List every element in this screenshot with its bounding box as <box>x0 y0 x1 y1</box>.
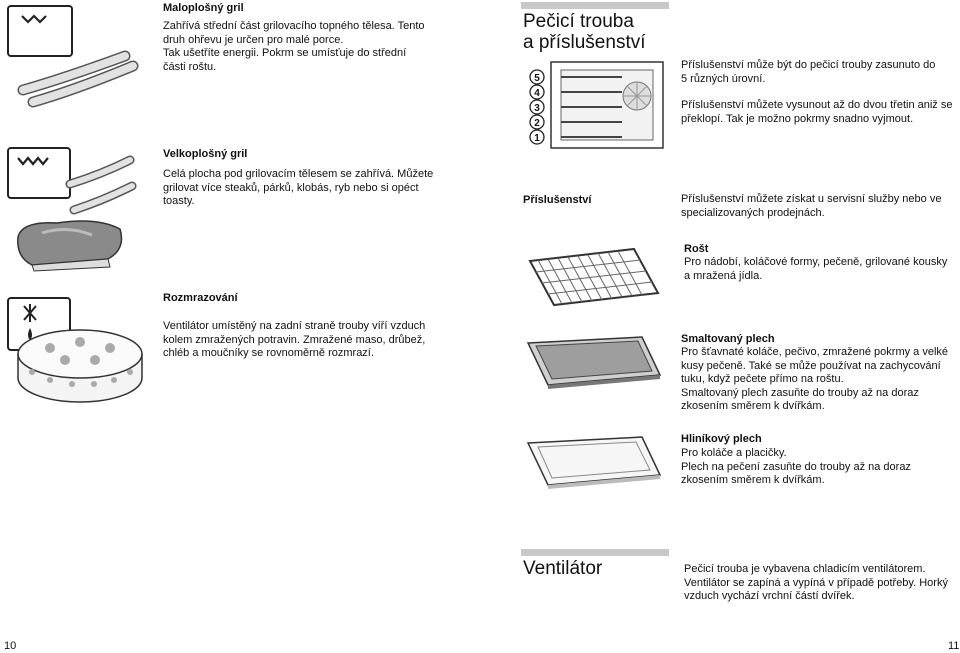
fan-text: Pečicí trouba je vybavena chladicím ventilátorem. Ventilátor se zapíná a vypíná v případě potřeby. Horký vzduch vychází vrchní částí dvířek. <box>684 563 948 602</box>
alu-tray-title: Hliníkový plech <box>681 433 762 445</box>
rack-title: Rošt <box>684 243 709 255</box>
fan-title: Ventilátor <box>523 558 603 579</box>
defrost-title: Rozmrazování <box>163 292 238 304</box>
alu-tray-text: Pro koláče a placičky. Plech na pečení zasuňte do trouby až na doraz zkosením směrem k dvířkám. <box>681 447 911 486</box>
oven-title-line1: Pečicí trouba <box>523 11 634 32</box>
section-bar <box>521 2 669 9</box>
enamel-tray-title: Smaltovaný plech <box>681 333 775 345</box>
rack-illustration <box>524 243 664 313</box>
enamel-tray-text: Pro šťavnaté koláče, pečivo, zmražené pokrmy a velké kusy pečeně. Také se může používat na zachycování tuku, když pečete přímo na roštu. Smaltovaný plech zasuňte do trouby až na doraz zkosením směrem k dvířkám. <box>681 346 949 412</box>
level-label: 1 <box>534 133 540 144</box>
section-bar <box>521 549 669 556</box>
sausage-illustration <box>15 50 140 110</box>
defrost-text: Ventilátor umístěný na zadní straně trouby víří vzduch kolem zmražených potravin. Zmražené maso, drůbež, chléb a moučníky se rovnoměrně rozmrazí. <box>163 320 426 359</box>
level-label: 5 <box>534 73 540 84</box>
level-label: 4 <box>534 88 540 99</box>
small-grill-text: Zahřívá střední část grilovacího topného tělesa. Tento druh ohřevu je určen pro malé porce. Tak ušetříte energii. Pokrm se umísťuje do střední části roštu. <box>163 20 425 73</box>
large-grill-title: Velkoplošný gril <box>163 148 248 160</box>
oven-text-1: Příslušenství může být do pečicí trouby zasunuto do 5 různých úrovní. <box>681 59 936 85</box>
page-number-left: 10 <box>4 640 17 652</box>
sausage-illustration <box>62 152 142 217</box>
accessories-text: Příslušenství můžete získat u servisní služby nebo ve specializovaných prodejnách. <box>681 193 942 219</box>
accessories-title: Příslušenství <box>523 194 592 206</box>
large-grill-text: Celá plocha pod grilovacím tělesem se zahřívá. Můžete grilovat více steaků, párků, klobás, ryb nebo si opéct toasty. <box>163 168 434 207</box>
rack-text: Pro nádobí, koláčové formy, pečeně, grilované kousky a mražená jídla. <box>684 256 948 282</box>
level-label: 2 <box>534 118 540 129</box>
oven-levels-illustration <box>527 60 667 150</box>
level-label: 3 <box>534 103 540 114</box>
cake-illustration <box>10 320 150 405</box>
page-number-right: 11 <box>948 640 960 652</box>
oven-title-line2: a příslušenství <box>523 32 646 53</box>
oven-text-2: Příslušenství můžete vysunout až do dvou třetin aniž se překlopí. Tak je možno pokrmy snadno vyjmout. <box>681 99 953 125</box>
small-grill-title: Maloplošný gril <box>163 2 244 14</box>
alu-tray-illustration <box>524 433 664 493</box>
enamel-tray-illustration <box>524 333 664 393</box>
steak-illustration <box>12 215 127 270</box>
